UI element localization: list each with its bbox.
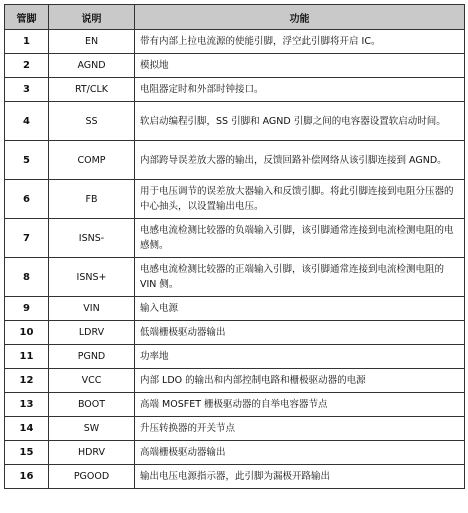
pin-name: LDRV	[49, 321, 135, 345]
table-row	[5, 180, 465, 219]
table-row	[5, 102, 465, 141]
pin-description: 输出电压电源指示器，此引脚为漏极开路输出	[135, 465, 465, 489]
pin-description: 高端 MOSFET 栅极驱动器的自举电容器节点	[135, 393, 465, 417]
pin-description: 电感电流检测比较器的正端输入引脚，该引脚通常连接到电流检测电阻的 VIN 侧。	[135, 258, 465, 297]
pin-number: 9	[5, 297, 49, 321]
pin-number: 2	[5, 54, 49, 78]
pin-name: COMP	[49, 141, 135, 180]
pin-number: 8	[5, 258, 49, 297]
table-row	[5, 258, 465, 297]
table-row	[5, 417, 465, 441]
header-function: 功能	[135, 5, 465, 30]
pin-name: HDRV	[49, 441, 135, 465]
pin-name: FB	[49, 180, 135, 219]
pin-number: 6	[5, 180, 49, 219]
pin-description: 电感电流检测比较器的负端输入引脚，该引脚通常连接到电流检测电阻的电感侧。	[135, 219, 465, 258]
table-row	[5, 321, 465, 345]
pin-number: 11	[5, 345, 49, 369]
pin-number: 15	[5, 441, 49, 465]
pin-description: 低端栅极驱动器输出	[135, 321, 465, 345]
pin-description: 内部跨导误差放大器的输出，反馈回路补偿网络从该引脚连接到 AGND。	[135, 141, 465, 180]
pin-description: 模拟地	[135, 54, 465, 78]
table-row	[5, 441, 465, 465]
table-row	[5, 30, 465, 54]
pin-number: 4	[5, 102, 49, 141]
pin-description: 带有内部上拉电流源的使能引脚，浮空此引脚将开启 IC。	[135, 30, 465, 54]
pin-description: 用于电压调节的误差放大器输入和反馈引脚。将此引脚连接到电阻分压器的中心抽头，以设置输出电压。	[135, 180, 465, 219]
table-row	[5, 54, 465, 78]
pin-number: 3	[5, 78, 49, 102]
pin-number: 12	[5, 369, 49, 393]
pin-name: BOOT	[49, 393, 135, 417]
pin-description: 内部 LDO 的输出和内部控制电路和栅极驱动器的电源	[135, 369, 465, 393]
pin-name: VIN	[49, 297, 135, 321]
pin-number: 5	[5, 141, 49, 180]
pin-name: PGOOD	[49, 465, 135, 489]
pin-description: 高端栅极驱动器输出	[135, 441, 465, 465]
pin-name: RT/CLK	[49, 78, 135, 102]
pin-description: 软启动编程引脚，SS 引脚和 AGND 引脚之间的电容器设置软启动时间。	[135, 102, 465, 141]
header-pin: 管脚	[5, 5, 49, 30]
table-row	[5, 345, 465, 369]
table-row	[5, 465, 465, 489]
pin-description: 升压转换器的开关节点	[135, 417, 465, 441]
pin-name: ISNS-	[49, 219, 135, 258]
pin-number: 1	[5, 30, 49, 54]
pin-name: EN	[49, 30, 135, 54]
pin-name: VCC	[49, 369, 135, 393]
pin-number: 14	[5, 417, 49, 441]
pin-number: 16	[5, 465, 49, 489]
table-row	[5, 297, 465, 321]
header-name: 说明	[49, 5, 135, 30]
pin-number: 7	[5, 219, 49, 258]
table-row	[5, 141, 465, 180]
pin-name: PGND	[49, 345, 135, 369]
pin-number: 10	[5, 321, 49, 345]
pin-description: 功率地	[135, 345, 465, 369]
pin-name: ISNS+	[49, 258, 135, 297]
pin-number: 13	[5, 393, 49, 417]
table-header-row	[5, 5, 465, 30]
table-row	[5, 219, 465, 258]
pin-name: SS	[49, 102, 135, 141]
pin-description: 电阻器定时和外部时钟接口。	[135, 78, 465, 102]
pin-function-table	[4, 4, 465, 489]
table-row	[5, 393, 465, 417]
pin-table-container	[4, 4, 464, 489]
pin-name: AGND	[49, 54, 135, 78]
table-row	[5, 78, 465, 102]
pin-description: 输入电源	[135, 297, 465, 321]
table-row	[5, 369, 465, 393]
pin-name: SW	[49, 417, 135, 441]
